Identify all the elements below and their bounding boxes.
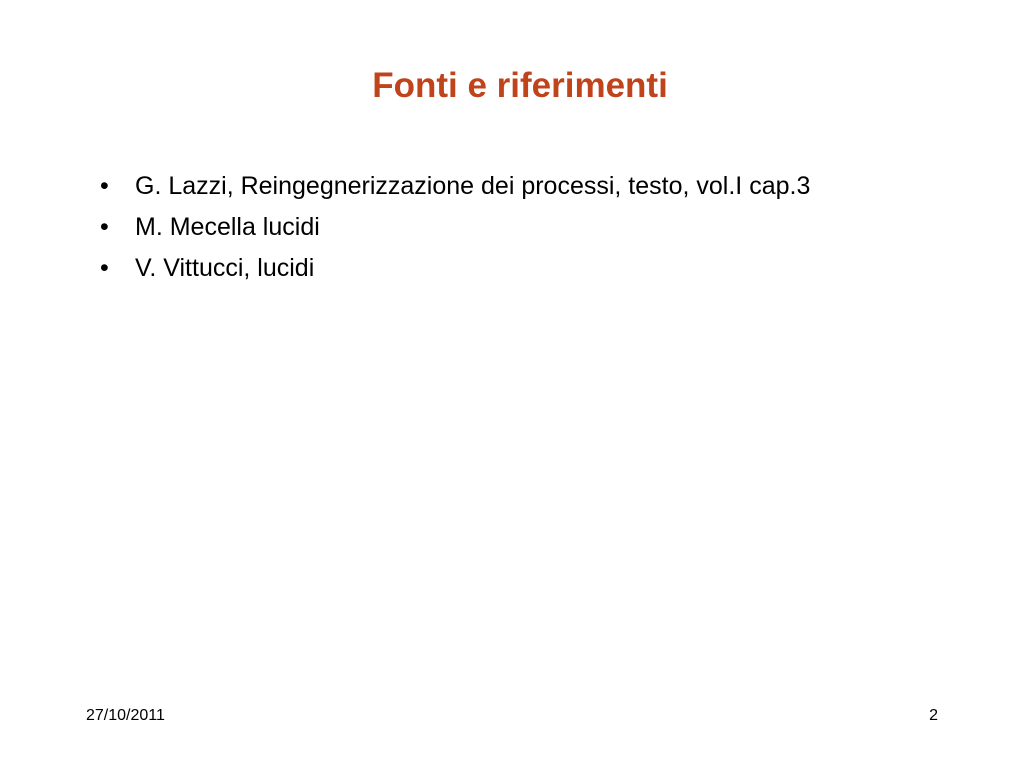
reference-item — [100, 207, 810, 248]
reference-text: M. Mecella lucidi — [135, 213, 320, 241]
reference-list — [100, 166, 810, 289]
reference-text: V. Vittucci, lucidi — [135, 254, 315, 282]
reference-text: G. Lazzi, Reingegnerizzazione dei processi, testo, vol.I cap.3 — [135, 172, 811, 200]
slide-title: Fonti e riferimenti — [372, 66, 668, 105]
reference-item — [100, 248, 810, 289]
bullet-icon: • — [100, 172, 109, 200]
page-number: 2 — [929, 707, 938, 724]
bullet-icon: • — [100, 213, 109, 241]
bullet-icon: • — [100, 254, 109, 282]
footer-date: 27/10/2011 — [86, 707, 165, 724]
reference-item — [100, 166, 810, 207]
